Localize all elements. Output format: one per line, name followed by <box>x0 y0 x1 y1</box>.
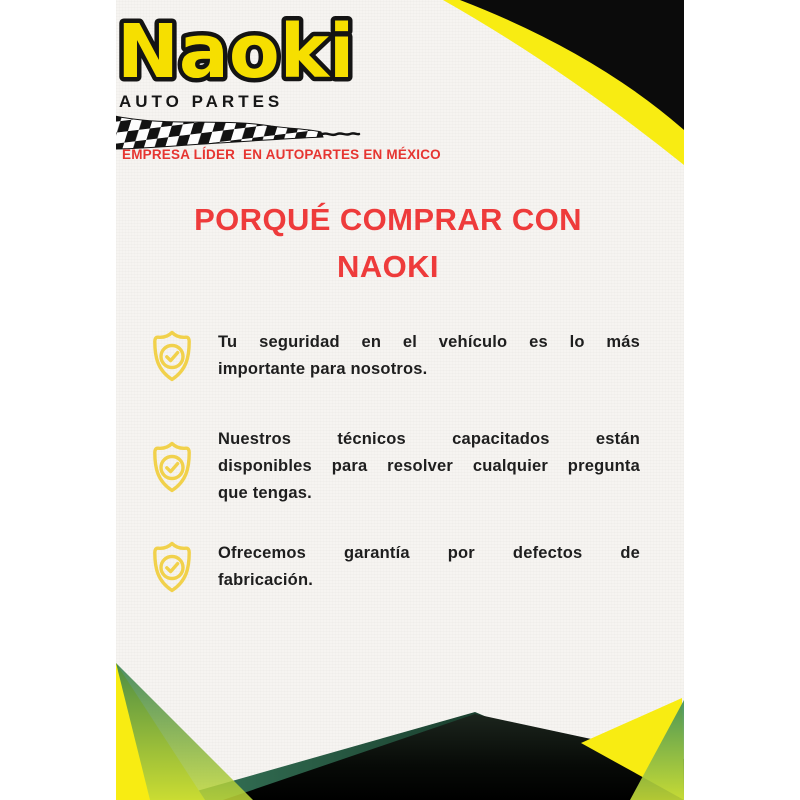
bottom-decoration <box>116 650 684 800</box>
shield-check-icon <box>148 540 196 594</box>
brand-tagline: EMPRESA LÍDER EN AUTOPARTES EN MÉXICO <box>122 147 441 162</box>
title-line-1: PORQUÉ COMPRAR CON <box>194 202 582 237</box>
benefit-line: disponibles para resolver cualquier pregunta <box>218 457 640 475</box>
flag-tail-squiggle <box>320 133 359 135</box>
benefit-line: que tengas. <box>218 484 312 502</box>
benefit-item-garantia <box>148 540 640 594</box>
benefit-line: Tu seguridad en el vehículo es lo más <box>218 333 640 351</box>
benefit-line: Ofrecemos garantía por defectos de <box>218 544 640 562</box>
page-title <box>132 196 644 290</box>
benefit-item-tecnicos <box>148 426 640 507</box>
benefit-line: importante para nosotros. <box>218 360 428 378</box>
benefit-text <box>218 329 640 383</box>
benefit-line: fabricación. <box>218 571 314 589</box>
brand-subtitle: AUTO PARTES <box>119 92 284 111</box>
shield-check-icon <box>148 440 196 494</box>
flyer-card <box>116 0 684 800</box>
benefit-item-seguridad <box>148 329 640 383</box>
benefit-text <box>218 540 640 594</box>
naoki-logo <box>116 0 364 100</box>
flag-body <box>116 116 323 149</box>
shield-check-icon <box>148 329 196 383</box>
title-line-2: NAOKI <box>337 249 439 284</box>
naoki-logo-text: Naoki <box>117 9 355 95</box>
benefit-text <box>218 426 640 507</box>
benefit-line: Nuestros técnicos capacitados están <box>218 430 640 448</box>
